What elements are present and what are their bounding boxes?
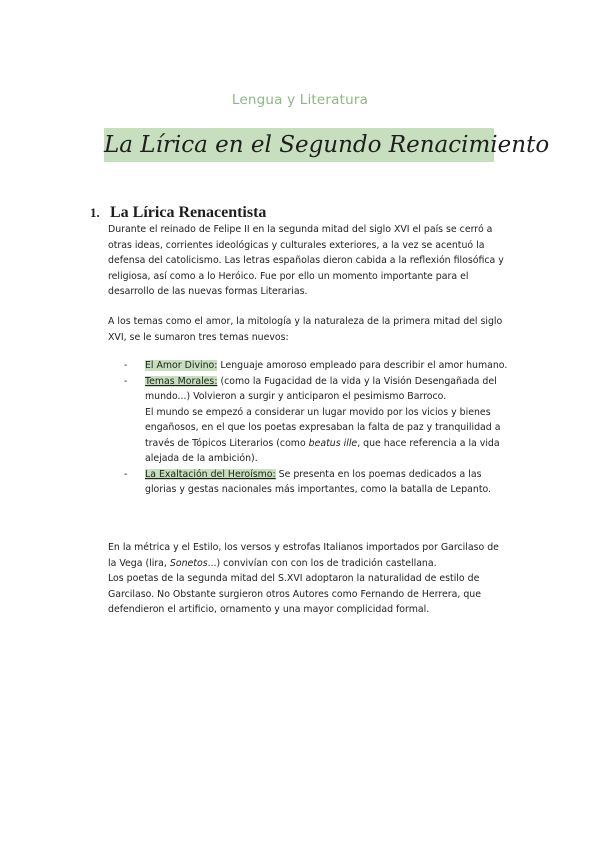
theme-morales-continuation: El mundo se empezó a considerar un lugar movido por los vicios y bienes engañosos, en el que los poetas expresaban la falta de paz y tranquilidad a través de Tópicos Literarios (como (145, 406, 501, 449)
list-item (124, 358, 508, 374)
page-title: La Lírica en el Segundo Renacimiento (104, 128, 494, 162)
intro-paragraph-1 (108, 222, 508, 300)
list-item (124, 374, 508, 467)
section-heading-text: La Lírica Renacentista (110, 204, 267, 221)
theme-term-temas-morales: Temas Morales: (145, 375, 218, 387)
bullet-dash: - (124, 468, 128, 480)
bullet-dash: - (124, 360, 128, 371)
theme-term-heroismo: La Exaltación del Heroísmo: (145, 468, 276, 480)
theme-term-amor-divino: El Amor Divino: (145, 360, 218, 371)
sonetos-term: Sonetos (169, 557, 208, 569)
intro-paragraph-2 (108, 314, 508, 345)
subject-header: Lengua y Literatura (231, 92, 369, 108)
beatus-ille-term: beatus ille (308, 437, 358, 449)
theme-desc-temas-morales: (como la Fugacidad de la vida y la Visión Desengañada del mundo...) Volvieron a surgir y anticiparon el pesimismo Barroco. (145, 375, 497, 402)
bullet-dash: - (124, 375, 128, 387)
section-number: 1. (90, 205, 100, 220)
intro-paragraph-2-text: A los temas como el amor, la mitología y la naturaleza de la primera mitad del siglo XVI, se le sumaron tres temas nuevos: (108, 316, 503, 343)
theme-desc-amor-divino: Lenguaje amoroso empleado para describir el amor humano. (217, 360, 508, 371)
theme-morales-continuation-end: , que hace referencia a la vida alejada de la ambición). (145, 437, 500, 464)
list-item (124, 467, 508, 498)
closing-paragraphs (108, 540, 508, 618)
intro-paragraph-1-text: Durante el reinado de Felipe II en la segunda mitad del siglo XVI el país se cerró a otras ideas, corrientes ideológicas y culturales exteriores, a la vez se acentuó la defensa del catolicismo. Las letras españolas dieron cabida a la reflexión filosófica y religiosa, así como a lo Heróico. Fue por ello un momento importante para el desarrollo de las nuevas formas Literarias. (108, 224, 504, 297)
theme-desc-heroismo: Se presenta en los poemas dedicados a las glorias y gestas nacionales más importantes, como la batalla de Lepanto. (145, 468, 492, 495)
closing-p1-start: En la métrica y el Estilo, los versos y estrofas Italianos importados por Garcilaso de la Vega (lira, (108, 542, 499, 569)
closing-p1-end: ...) convivían con con los de tradición castellana. (207, 557, 437, 569)
section-heading (90, 204, 266, 222)
closing-paragraph-1 (108, 540, 508, 571)
themes-list (124, 358, 508, 498)
closing-paragraph-2: Los poetas de la segunda mitad del S.XVI adoptaron la naturalidad de estilo de Garcilaso. No Obstante surgieron otros Autores como Fernando de Herrera, que defendieron el artificio, ornamento y una mayor complicidad formal. (108, 573, 481, 615)
